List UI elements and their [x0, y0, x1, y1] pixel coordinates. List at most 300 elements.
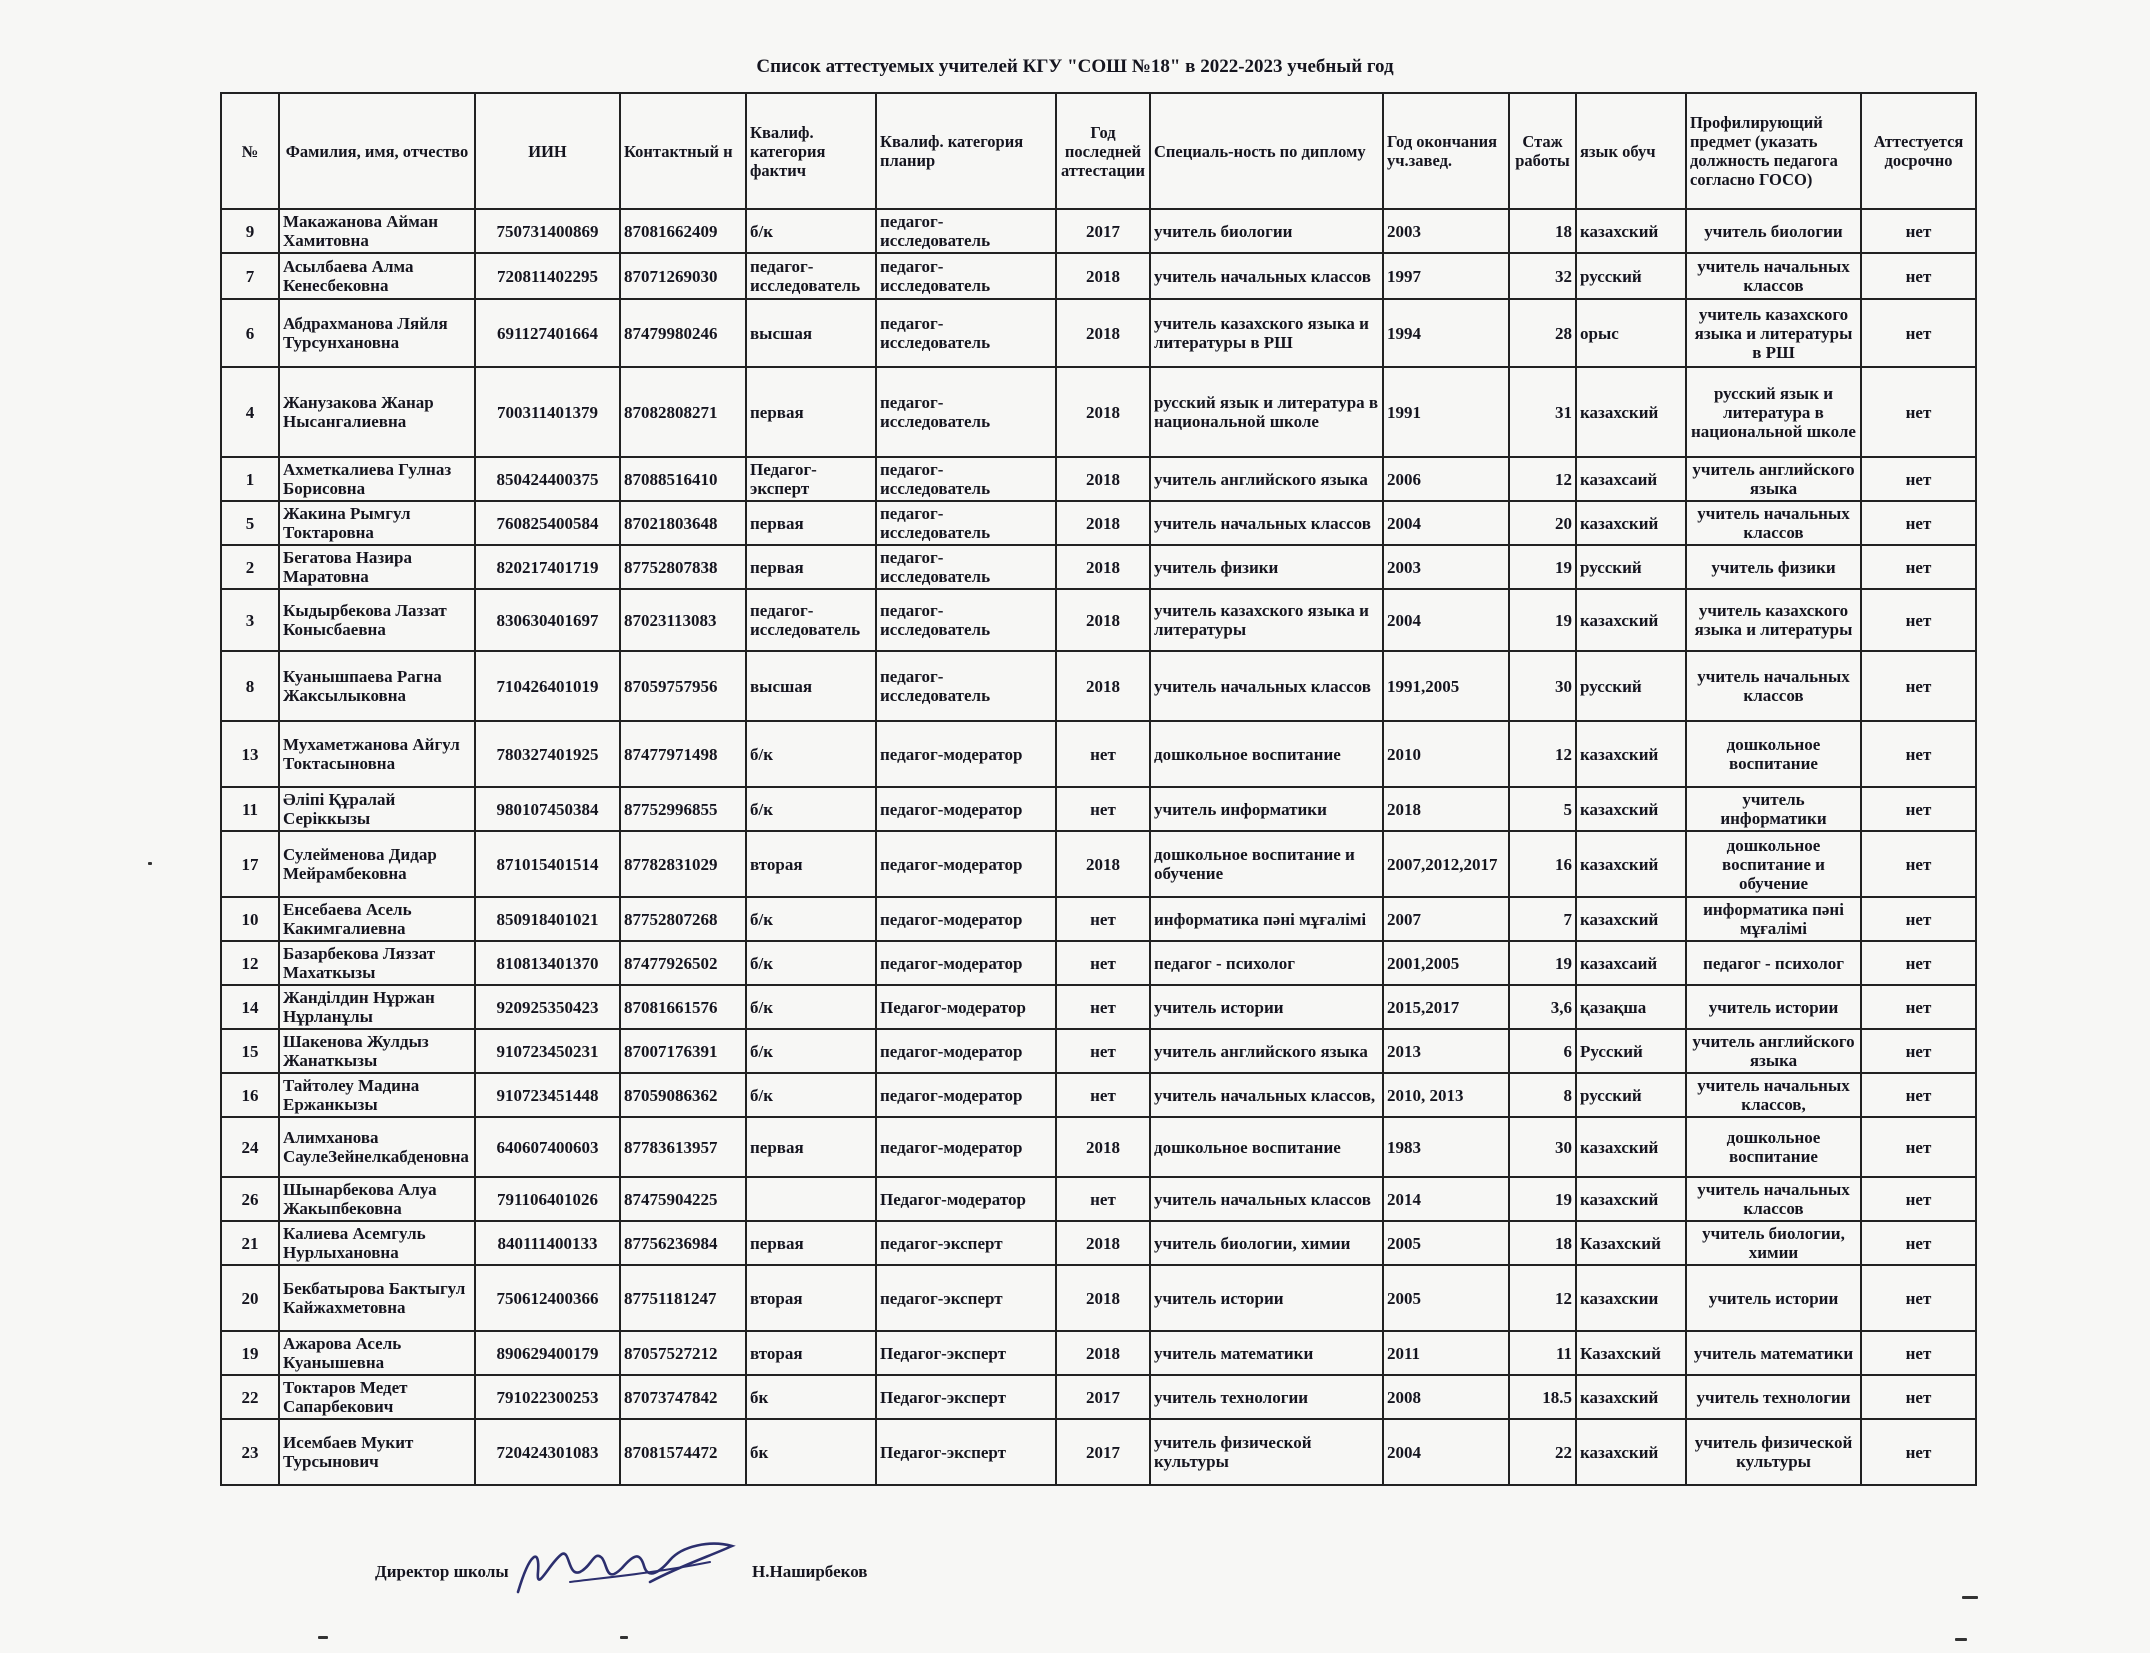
row-number: 11 [221, 787, 279, 831]
category-planned: педагог-исследователь [876, 253, 1056, 299]
header-last-attestation-year: Год последней аттестации [1056, 93, 1150, 209]
category-actual: б/к [746, 897, 876, 941]
teacher-iin: 871015401514 [475, 831, 620, 897]
row-number: 2 [221, 545, 279, 589]
table-row [221, 1073, 1976, 1117]
row-number: 3 [221, 589, 279, 651]
category-actual: высшая [746, 651, 876, 721]
work-experience: 12 [1509, 1265, 1576, 1331]
category-actual: б/к [746, 209, 876, 253]
teacher-iin: 820217401719 [475, 545, 620, 589]
teacher-iin: 890629400179 [475, 1331, 620, 1375]
category-planned: педагог-эксперт [876, 1265, 1056, 1331]
director-name: Н.Наширбеков [752, 1562, 868, 1581]
page-title: Список аттестуемых учителей КГУ "СОШ №18" в 2022-2023 учебный год [756, 56, 1394, 77]
teacher-iin: 720811402295 [475, 253, 620, 299]
table-row [221, 501, 1976, 545]
teaching-language: Казахский [1576, 1331, 1686, 1375]
row-number: 9 [221, 209, 279, 253]
diploma-specialty: учитель биологии [1150, 209, 1383, 253]
category-actual: первая [746, 501, 876, 545]
row-number: 20 [221, 1265, 279, 1331]
teacher-phone: 87752996855 [620, 787, 746, 831]
table-row [221, 1029, 1976, 1073]
diploma-specialty: учитель математики [1150, 1331, 1383, 1375]
category-actual: б/к [746, 721, 876, 787]
teaching-language: казахский [1576, 367, 1686, 457]
early-attestation: нет [1861, 589, 1976, 651]
teacher-phone: 87081662409 [620, 209, 746, 253]
teacher-name: Тайтолеу Мадина Ержанкызы [279, 1073, 475, 1117]
early-attestation: нет [1861, 941, 1976, 985]
last-attestation-year: 2018 [1056, 299, 1150, 367]
diploma-specialty: дошкольное воспитание [1150, 1117, 1383, 1177]
table-row [221, 589, 1976, 651]
teacher-name: Мухаметжанова Айгул Токтасыновна [279, 721, 475, 787]
work-experience: 6 [1509, 1029, 1576, 1073]
row-number: 15 [221, 1029, 279, 1073]
scan-speck [148, 862, 152, 865]
row-number: 7 [221, 253, 279, 299]
table-row [221, 1117, 1976, 1177]
early-attestation: нет [1861, 831, 1976, 897]
last-attestation-year: 2018 [1056, 501, 1150, 545]
graduation-year: 2013 [1383, 1029, 1509, 1073]
graduation-year: 2004 [1383, 501, 1509, 545]
early-attestation: нет [1861, 299, 1976, 367]
early-attestation: нет [1861, 1331, 1976, 1375]
category-planned: педагог-модератор [876, 1073, 1056, 1117]
table-row [221, 1265, 1976, 1331]
teacher-phone: 87756236984 [620, 1221, 746, 1265]
diploma-specialty: учитель начальных классов [1150, 1177, 1383, 1221]
graduation-year: 2015,2017 [1383, 985, 1509, 1029]
graduation-year: 1991 [1383, 367, 1509, 457]
teacher-name: Токтаров Медет Сапарбекович [279, 1375, 475, 1419]
profile-subject: учитель начальных классов [1686, 1177, 1861, 1221]
teacher-iin: 720424301083 [475, 1419, 620, 1485]
category-actual: б/к [746, 941, 876, 985]
category-actual: педагог-исследователь [746, 253, 876, 299]
graduation-year: 2007 [1383, 897, 1509, 941]
early-attestation: нет [1861, 209, 1976, 253]
category-planned: педагог-модератор [876, 897, 1056, 941]
graduation-year: 2007,2012,2017 [1383, 831, 1509, 897]
last-attestation-year: 2017 [1056, 1419, 1150, 1485]
teaching-language: қазақша [1576, 985, 1686, 1029]
teaching-language: казахскии [1576, 1265, 1686, 1331]
early-attestation: нет [1861, 367, 1976, 457]
diploma-specialty: педагог - психолог [1150, 941, 1383, 985]
profile-subject: учитель начальных классов [1686, 253, 1861, 299]
last-attestation-year: нет [1056, 1177, 1150, 1221]
category-actual: первая [746, 545, 876, 589]
profile-subject: учитель казахского языка и литературы [1686, 589, 1861, 651]
teacher-iin: 850918401021 [475, 897, 620, 941]
teacher-name: Жакина Рымгул Токтаровна [279, 501, 475, 545]
teacher-phone: 87081661576 [620, 985, 746, 1029]
early-attestation: нет [1861, 1419, 1976, 1485]
graduation-year: 2011 [1383, 1331, 1509, 1375]
category-planned: педагог-модератор [876, 721, 1056, 787]
graduation-year: 1991,2005 [1383, 651, 1509, 721]
profile-subject: учитель начальных классов [1686, 501, 1861, 545]
row-number: 13 [221, 721, 279, 787]
diploma-specialty: русский язык и литература в национальной школе [1150, 367, 1383, 457]
work-experience: 20 [1509, 501, 1576, 545]
table-row [221, 651, 1976, 721]
table-row [221, 1419, 1976, 1485]
diploma-specialty: учитель биологии, химии [1150, 1221, 1383, 1265]
last-attestation-year: 2018 [1056, 1331, 1150, 1375]
teaching-language: казахский [1576, 1375, 1686, 1419]
diploma-specialty: учитель казахского языка и литературы в РШ [1150, 299, 1383, 367]
teacher-name: Енсебаева Асель Какимгалиевна [279, 897, 475, 941]
row-number: 6 [221, 299, 279, 367]
teacher-phone: 87477926502 [620, 941, 746, 985]
row-number: 26 [221, 1177, 279, 1221]
last-attestation-year: нет [1056, 721, 1150, 787]
diploma-specialty: дошкольное воспитание [1150, 721, 1383, 787]
category-actual: первая [746, 1117, 876, 1177]
teacher-phone: 87059757956 [620, 651, 746, 721]
teaching-language: русский [1576, 253, 1686, 299]
last-attestation-year: нет [1056, 787, 1150, 831]
profile-subject: учитель истории [1686, 985, 1861, 1029]
work-experience: 19 [1509, 545, 1576, 589]
early-attestation: нет [1861, 457, 1976, 501]
category-planned: педагог-исследователь [876, 299, 1056, 367]
work-experience: 30 [1509, 1117, 1576, 1177]
category-planned: педагог-исследователь [876, 367, 1056, 457]
diploma-specialty: учитель информатики [1150, 787, 1383, 831]
teacher-iin: 640607400603 [475, 1117, 620, 1177]
teaching-language: казахский [1576, 1419, 1686, 1485]
table-row [221, 1331, 1976, 1375]
row-number: 14 [221, 985, 279, 1029]
teacher-iin: 920925350423 [475, 985, 620, 1029]
teacher-name: Куанышпаева Рагна Жаксылыковна [279, 651, 475, 721]
teacher-iin: 760825400584 [475, 501, 620, 545]
diploma-specialty: учитель английского языка [1150, 457, 1383, 501]
header-number: № [221, 93, 279, 209]
graduation-year: 2005 [1383, 1265, 1509, 1331]
teacher-iin: 780327401925 [475, 721, 620, 787]
work-experience: 18 [1509, 1221, 1576, 1265]
table-row [221, 1177, 1976, 1221]
teaching-language: Казахский [1576, 1221, 1686, 1265]
category-planned: педагог-исследователь [876, 589, 1056, 651]
table-row [221, 209, 1976, 253]
last-attestation-year: 2018 [1056, 253, 1150, 299]
diploma-specialty: учитель физической культуры [1150, 1419, 1383, 1485]
category-actual: вторая [746, 831, 876, 897]
graduation-year: 2003 [1383, 209, 1509, 253]
diploma-specialty: информатика пәні мұғалімі [1150, 897, 1383, 941]
category-actual: б/к [746, 1073, 876, 1117]
last-attestation-year: 2018 [1056, 589, 1150, 651]
last-attestation-year: 2018 [1056, 545, 1150, 589]
category-planned: Педагог-эксперт [876, 1419, 1056, 1485]
category-planned: педагог-исследователь [876, 545, 1056, 589]
table-row [221, 787, 1976, 831]
profile-subject: дошкольное воспитание [1686, 1117, 1861, 1177]
profile-subject: учитель начальных классов, [1686, 1073, 1861, 1117]
table-body [221, 209, 1976, 1485]
teaching-language: казахский [1576, 1117, 1686, 1177]
category-actual: б/к [746, 1029, 876, 1073]
category-actual: вторая [746, 1331, 876, 1375]
graduation-year: 1983 [1383, 1117, 1509, 1177]
work-experience: 7 [1509, 897, 1576, 941]
teacher-iin: 840111400133 [475, 1221, 620, 1265]
teacher-name: Калиева Асемгуль Нурлыхановна [279, 1221, 475, 1265]
header-specialty: Специаль-ность по диплому [1150, 93, 1383, 209]
category-planned: Педагог-эксперт [876, 1331, 1056, 1375]
scan-speck [318, 1636, 328, 1639]
teacher-phone: 87057527212 [620, 1331, 746, 1375]
teacher-name: Шынарбекова Алуа Жакыпбековна [279, 1177, 475, 1221]
teacher-phone: 87752807838 [620, 545, 746, 589]
work-experience: 18.5 [1509, 1375, 1576, 1419]
work-experience: 16 [1509, 831, 1576, 897]
teaching-language: казахский [1576, 501, 1686, 545]
early-attestation: нет [1861, 545, 1976, 589]
diploma-specialty: учитель физики [1150, 545, 1383, 589]
category-planned: Педагог-модератор [876, 1177, 1056, 1221]
category-actual: первая [746, 1221, 876, 1265]
table-row [221, 545, 1976, 589]
graduation-year: 1994 [1383, 299, 1509, 367]
header-language: язык обуч [1576, 93, 1686, 209]
work-experience: 3,6 [1509, 985, 1576, 1029]
profile-subject: учитель технологии [1686, 1375, 1861, 1419]
category-planned: педагог-модератор [876, 1117, 1056, 1177]
last-attestation-year: 2018 [1056, 831, 1150, 897]
teacher-iin: 691127401664 [475, 299, 620, 367]
teacher-iin: 830630401697 [475, 589, 620, 651]
last-attestation-year: нет [1056, 1073, 1150, 1117]
teacher-iin: 710426401019 [475, 651, 620, 721]
teaching-language: русский [1576, 545, 1686, 589]
category-planned: педагог-исследователь [876, 209, 1056, 253]
row-number: 22 [221, 1375, 279, 1419]
row-number: 24 [221, 1117, 279, 1177]
teaching-language: русский [1576, 1073, 1686, 1117]
early-attestation: нет [1861, 897, 1976, 941]
early-attestation: нет [1861, 985, 1976, 1029]
category-actual: первая [746, 367, 876, 457]
work-experience: 31 [1509, 367, 1576, 457]
header-phone: Контактный н [620, 93, 746, 209]
header-graduation-year: Год окончания уч.завед. [1383, 93, 1509, 209]
teacher-phone: 87059086362 [620, 1073, 746, 1117]
table-row [221, 367, 1976, 457]
category-planned: педагог-модератор [876, 787, 1056, 831]
category-planned: Педагог-модератор [876, 985, 1056, 1029]
profile-subject: дошкольное воспитание и обучение [1686, 831, 1861, 897]
teacher-iin: 910723450231 [475, 1029, 620, 1073]
work-experience: 19 [1509, 1177, 1576, 1221]
diploma-specialty: учитель английского языка [1150, 1029, 1383, 1073]
profile-subject: учитель информатики [1686, 787, 1861, 831]
profile-subject: учитель казахского языка и литературы в РШ [1686, 299, 1861, 367]
early-attestation: нет [1861, 1117, 1976, 1177]
teaching-language: казахсаий [1576, 457, 1686, 501]
early-attestation: нет [1861, 1221, 1976, 1265]
teacher-name: Алимханова СаулеЗейнелкабденовна [279, 1117, 475, 1177]
teacher-iin: 850424400375 [475, 457, 620, 501]
work-experience: 8 [1509, 1073, 1576, 1117]
profile-subject: учитель биологии, химии [1686, 1221, 1861, 1265]
category-actual: вторая [746, 1265, 876, 1331]
profile-subject: учитель начальных классов [1686, 651, 1861, 721]
teacher-phone: 87477971498 [620, 721, 746, 787]
teaching-language: казахский [1576, 787, 1686, 831]
last-attestation-year: 2018 [1056, 651, 1150, 721]
director-label: Директор школы [375, 1562, 509, 1581]
teacher-phone: 87071269030 [620, 253, 746, 299]
last-attestation-year: 2018 [1056, 367, 1150, 457]
work-experience: 19 [1509, 589, 1576, 651]
row-number: 19 [221, 1331, 279, 1375]
header-profile-subject: Профилирующий предмет (указать должность педагога согласно ГОСО) [1686, 93, 1861, 209]
last-attestation-year: 2018 [1056, 1117, 1150, 1177]
teacher-name: Шакенова Жулдыз Жанаткызы [279, 1029, 475, 1073]
teacher-phone: 87007176391 [620, 1029, 746, 1073]
profile-subject: учитель физики [1686, 545, 1861, 589]
teacher-phone: 87021803648 [620, 501, 746, 545]
profile-subject: информатика пәні мұғалімі [1686, 897, 1861, 941]
graduation-year: 1997 [1383, 253, 1509, 299]
work-experience: 12 [1509, 721, 1576, 787]
teacher-phone: 87475904225 [620, 1177, 746, 1221]
graduation-year: 2005 [1383, 1221, 1509, 1265]
teacher-iin: 750612400366 [475, 1265, 620, 1331]
early-attestation: нет [1861, 1073, 1976, 1117]
last-attestation-year: 2018 [1056, 1265, 1150, 1331]
table-row [221, 1375, 1976, 1419]
work-experience: 12 [1509, 457, 1576, 501]
teacher-phone: 87752807268 [620, 897, 746, 941]
teacher-name: Исембаев Мукит Турсынович [279, 1419, 475, 1485]
scan-speck [620, 1636, 628, 1639]
teacher-name: Әліпі Құралай Серіккызы [279, 787, 475, 831]
teacher-phone: 87751181247 [620, 1265, 746, 1331]
row-number: 17 [221, 831, 279, 897]
row-number: 16 [221, 1073, 279, 1117]
early-attestation: нет [1861, 1029, 1976, 1073]
teacher-phone: 87782831029 [620, 831, 746, 897]
diploma-specialty: учитель казахского языка и литературы [1150, 589, 1383, 651]
work-experience: 32 [1509, 253, 1576, 299]
row-number: 23 [221, 1419, 279, 1485]
teacher-name: Бекбатырова Бактыгул Кайжахметовна [279, 1265, 475, 1331]
diploma-specialty: учитель начальных классов [1150, 253, 1383, 299]
teacher-phone: 87023113083 [620, 589, 746, 651]
category-planned: педагог-модератор [876, 1029, 1056, 1073]
profile-subject: учитель английского языка [1686, 1029, 1861, 1073]
graduation-year: 2004 [1383, 589, 1509, 651]
diploma-specialty: учитель истории [1150, 985, 1383, 1029]
graduation-year: 2008 [1383, 1375, 1509, 1419]
header-category-actual: Квалиф. категория фактич [746, 93, 876, 209]
teacher-name: Ажарова Асель Куанышевна [279, 1331, 475, 1375]
diploma-specialty: дошкольное воспитание и обучение [1150, 831, 1383, 897]
header-experience: Стаж работы [1509, 93, 1576, 209]
last-attestation-year: 2017 [1056, 1375, 1150, 1419]
teacher-iin: 750731400869 [475, 209, 620, 253]
scan-speck [1955, 1638, 1967, 1641]
graduation-year: 2003 [1383, 545, 1509, 589]
signature-image [510, 1532, 740, 1607]
teacher-iin: 810813401370 [475, 941, 620, 985]
work-experience: 18 [1509, 209, 1576, 253]
profile-subject: дошкольное воспитание [1686, 721, 1861, 787]
category-actual: педагог-исследователь [746, 589, 876, 651]
header-iin: ИИН [475, 93, 620, 209]
profile-subject: учитель математики [1686, 1331, 1861, 1375]
teacher-name: Базарбекова Ляззат Махаткызы [279, 941, 475, 985]
row-number: 21 [221, 1221, 279, 1265]
early-attestation: нет [1861, 1375, 1976, 1419]
table-row [221, 831, 1976, 897]
table-header-row [221, 93, 1976, 209]
teacher-phone: 87081574472 [620, 1419, 746, 1485]
teaching-language: орыс [1576, 299, 1686, 367]
table-row [221, 1221, 1976, 1265]
teaching-language: казахский [1576, 209, 1686, 253]
diploma-specialty: учитель начальных классов [1150, 501, 1383, 545]
early-attestation: нет [1861, 651, 1976, 721]
teaching-language: казахский [1576, 721, 1686, 787]
work-experience: 22 [1509, 1419, 1576, 1485]
teaching-language: русский [1576, 651, 1686, 721]
teacher-name: Кыдырбекова Лаззат Конысбаевна [279, 589, 475, 651]
teacher-phone: 87479980246 [620, 299, 746, 367]
teaching-language: казахский [1576, 1177, 1686, 1221]
graduation-year: 2001,2005 [1383, 941, 1509, 985]
teaching-language: казахский [1576, 897, 1686, 941]
signature-footer [0, 1560, 2150, 1610]
row-number: 8 [221, 651, 279, 721]
profile-subject: учитель физической культуры [1686, 1419, 1861, 1485]
teacher-phone: 87082808271 [620, 367, 746, 457]
teaching-language: Русский [1576, 1029, 1686, 1073]
early-attestation: нет [1861, 1265, 1976, 1331]
category-planned: педагог-модератор [876, 831, 1056, 897]
teaching-language: казахский [1576, 589, 1686, 651]
teacher-name: Абдрахманова Ляйля Турсунхановна [279, 299, 475, 367]
table-row [221, 941, 1976, 985]
last-attestation-year: нет [1056, 1029, 1150, 1073]
teacher-name: Сулейменова Дидар Мейрамбековна [279, 831, 475, 897]
teacher-iin: 700311401379 [475, 367, 620, 457]
teacher-name: Бегатова Назира Маратовна [279, 545, 475, 589]
graduation-year: 2010 [1383, 721, 1509, 787]
row-number: 1 [221, 457, 279, 501]
category-actual: Педагог-эксперт [746, 457, 876, 501]
early-attestation: нет [1861, 787, 1976, 831]
table-row [221, 457, 1976, 501]
teacher-name: Жандiлдин Нұржан Нұрланұлы [279, 985, 475, 1029]
category-actual: высшая [746, 299, 876, 367]
category-planned: педагог-эксперт [876, 1221, 1056, 1265]
graduation-year: 2018 [1383, 787, 1509, 831]
header-category-planned: Квалиф. категория планир [876, 93, 1056, 209]
table-row [221, 897, 1976, 941]
header-early-attestation: Аттестуется досрочно [1861, 93, 1976, 209]
